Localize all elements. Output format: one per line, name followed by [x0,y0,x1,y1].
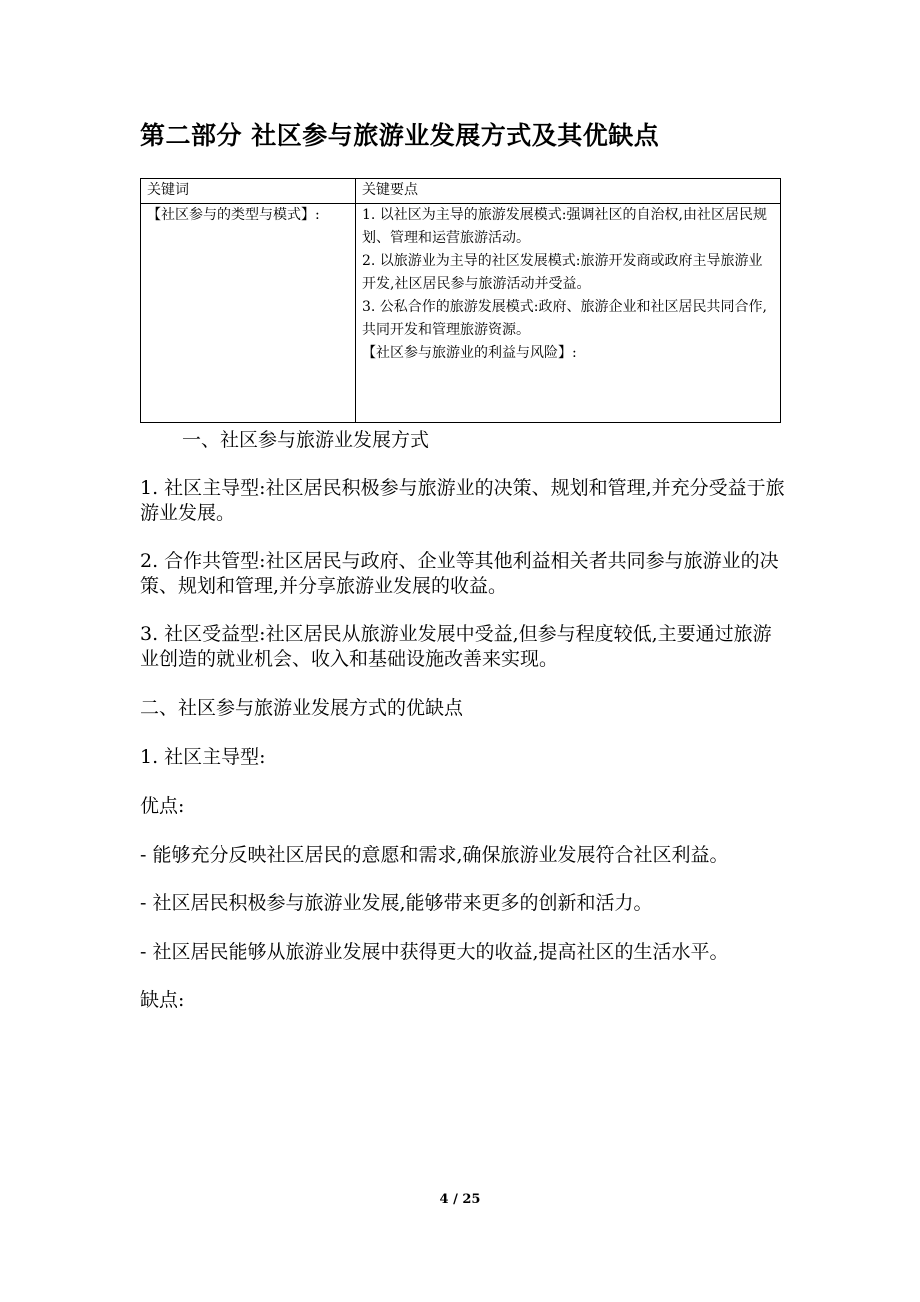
list-item: - 社区居民能够从旅游业发展中获得更大的收益,提高社区的生活水平。 [140,941,729,963]
pros-label: 优点: [140,795,185,817]
cons-label: 缺点: [140,989,185,1011]
table-header-points: 关键要点 [356,179,781,204]
subsection-heading: 1. 社区主导型: [140,746,266,768]
key-points-table [140,178,781,423]
table-cell-keyword: 【社区参与的类型与模式】: [141,204,356,423]
key-point: 2. 以旅游业为主导的社区发展模式:旅游开发商或政府主导旅游业开发,社区居民参与旅游活动并受益。 [362,253,763,292]
page-title: 第二部分 社区参与旅游业发展方式及其优缺点 [140,121,660,150]
section-heading: 一、社区参与旅游业发展方式 [182,429,430,451]
page-number: 4 / 25 [439,1192,481,1207]
key-point: 3. 公私合作的旅游发展模式:政府、旅游企业和社区居民共同合作,共同开发和管理旅游资源。 [362,299,767,338]
section-heading: 二、社区参与旅游业发展方式的优缺点 [140,697,464,719]
document-body [140,428,785,1036]
table-header-row [141,179,781,204]
key-point: 【社区参与旅游业的利益与风险】: [362,345,577,361]
list-item: - 社区居民积极参与旅游业发展,能够带来更多的创新和活力。 [140,892,653,914]
list-item: - 能够充分反映社区居民的意愿和需求,确保旅游业发展符合社区利益。 [140,844,729,866]
table-row [141,204,781,423]
table-cell-points [356,204,781,423]
table-header-keyword: 关键词 [141,179,356,204]
key-point: 1. 以社区为主导的旅游发展模式:强调社区的自治权,由社区居民规划、管理和运营旅游活动。 [362,207,767,246]
list-item: 1. 社区主导型:社区居民积极参与旅游业的决策、规划和管理,并充分受益于旅游业发展。 [140,477,785,524]
list-item: 2. 合作共管型:社区居民与政府、企业等其他利益相关者共同参与旅游业的决策、规划和管理,并分享旅游业发展的收益。 [140,550,779,597]
list-item: 3. 社区受益型:社区居民从旅游业发展中受益,但参与程度较低,主要通过旅游业创造的就业机会、收入和基础设施改善来实现。 [140,623,772,670]
